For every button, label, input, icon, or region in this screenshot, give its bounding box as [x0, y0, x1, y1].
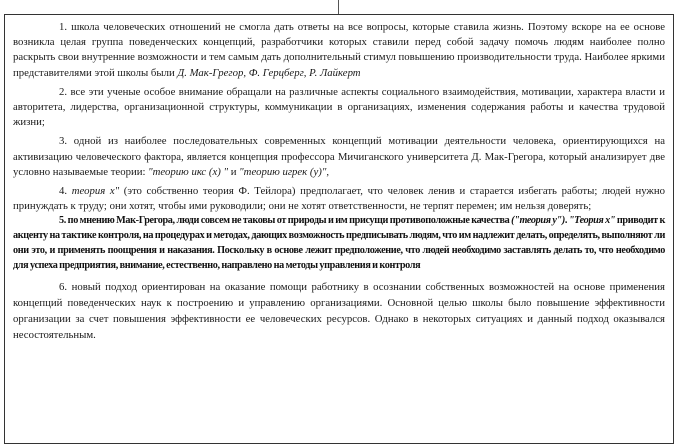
paragraph-4-text: (это собственно теория Ф. Тейлора) предполагает, что человек ленив и старается избегать работы; людей нужно принуждать к труду; они хотят, чтобы ими руководили; они не хотят ответственности, не терпят перемен; им нельзя доверять; [13, 185, 665, 213]
paragraph-5-rest: приводит к акценту на тактике контроля, на процедурах и методах, дающих возможность предписывать людям, что им надлежит делать, определять, выполняют ли они это, и применять поощрения и наказания. Поскольку в основе лежит предположение, что людей необходимо заставлять делать то, что необходимо для успеха предприятия, внимание, естественно, направлено на методы управления и контроля [13, 215, 666, 271]
paragraph-3-theory-y: "теорию игрек (у)" [239, 165, 327, 178]
paragraph-3-end: , [326, 165, 330, 178]
paragraph-5 [13, 214, 665, 278]
page-edge-tick [338, 0, 339, 14]
paragraph-4-theory-x: теория х" [71, 185, 120, 198]
paragraph-1-authors: Д. Мак-Грегор, Ф. Герцберг, Р. Лайкерт [177, 66, 361, 79]
paragraph-1-text: 1. школа человеческих отношений не смогла дать ответы на все вопросы, которые ставила жизнь. Поэтому вскоре на ее основе возникла целая группа поведенческих концепций, разработчики которых ставили перед собой задачу помочь людям наиболее полно раскрыть свои внутренние возможности и тем самым дать дополнительный стимул повышению производительности труда. Наиболее яркими представителями этой школы были [13, 21, 665, 79]
document-text-box [4, 14, 674, 444]
paragraph-1 [13, 20, 665, 85]
paragraph-2 [13, 85, 665, 135]
paragraph-4 [13, 184, 665, 214]
paragraph-5-text: 5. по мнению Мак-Грегора, люди совсем не таковы от природы и им присущи противоположные качества [59, 215, 512, 227]
paragraph-6-text: 6. новый подход ориентирован на оказание помощи работнику в осознании собственных возможностей на основе применения концепций поведенческих наук к построению и управлению организациями. Основной целью школы было повышение эффективности организации за счет повышения эффективности ее человеческих ресурсов. Однако в некоторых ситуациях и данный подход оказывался несостоятельным. [13, 280, 665, 341]
paragraph-5-separator: . [564, 215, 569, 227]
paragraph-5-theory-x: "Теория х" [568, 215, 616, 227]
paragraph-4-number: 4. [59, 185, 72, 198]
paragraph-2-text: 2. все эти ученые особое внимание обращали на различные аспекты социального взаимодействия, мотивации, характера власти и авторитета, лидерства, организационной структуры, коммуникации в организациях, изменения содержания работы и качества трудовой жизни; [13, 85, 665, 129]
paragraph-3 [13, 134, 665, 184]
paragraph-3-text: 3. одной из наиболее последовательных современных концепций мотивации деятельности человека, ориентирующихся на активизацию человеческого фактора, является концепция профессора Мичиганского университета Д. Мак-Грегора, который анализирует две условно называемые теории: [13, 135, 665, 178]
paragraph-3-conjunction: и [228, 165, 240, 178]
paragraph-6 [13, 279, 665, 347]
paragraph-5-theory-y: ("теория у") [511, 215, 565, 227]
paragraph-3-theory-x: "теорию икс (х) " [148, 165, 229, 178]
